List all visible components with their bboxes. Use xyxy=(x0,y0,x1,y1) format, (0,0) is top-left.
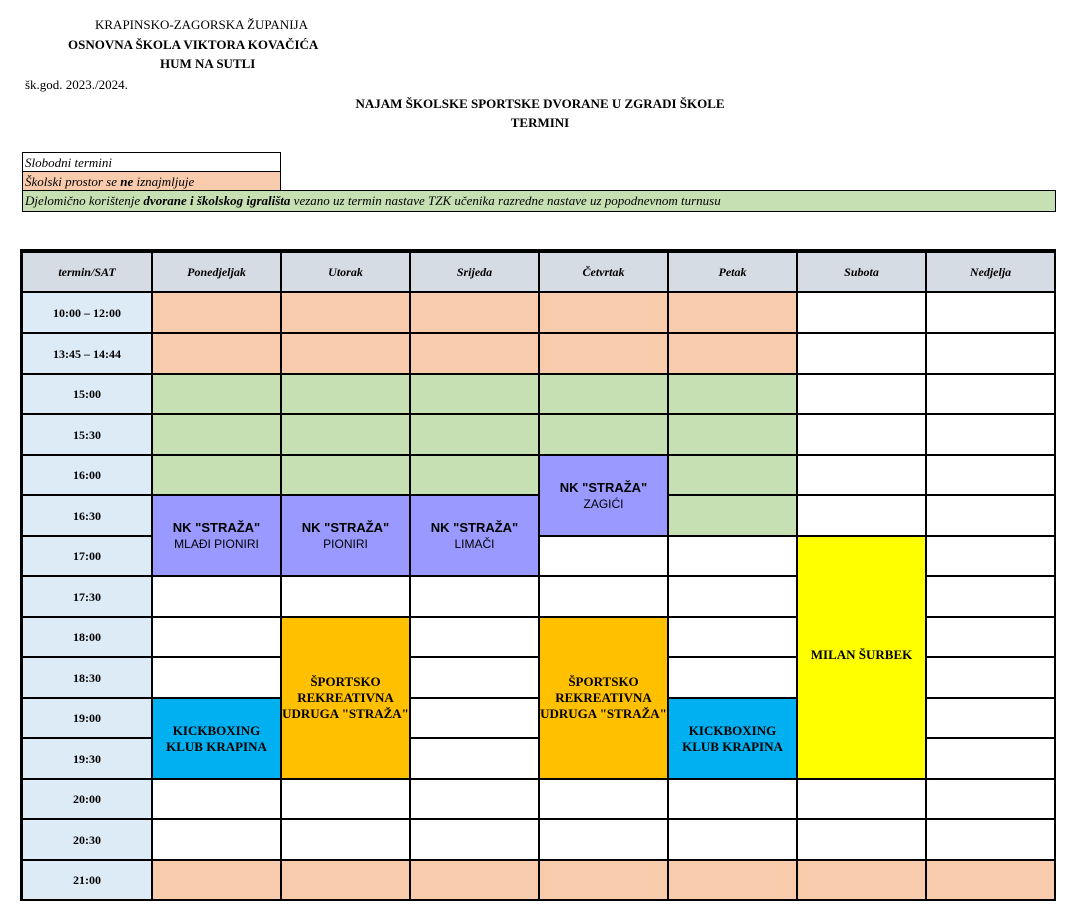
slot-free xyxy=(927,496,1054,535)
slot-free xyxy=(540,780,667,818)
slot-free xyxy=(411,780,538,818)
time-label: 13:45 – 14:44 xyxy=(53,346,121,361)
day-header xyxy=(669,253,796,291)
booking-name: KICKBOXING KLUB KRAPINA xyxy=(166,722,267,754)
time-cell xyxy=(23,658,151,697)
slot-not-rented xyxy=(411,293,538,332)
day-header xyxy=(927,253,1054,291)
slot-partial-use xyxy=(282,456,409,494)
header-county: KRAPINSKO-ZAGORSKA ŽUPANIJA xyxy=(95,17,308,32)
slot-free xyxy=(669,618,796,656)
slot-not-rented xyxy=(153,293,280,332)
slot-not-rented xyxy=(540,293,667,332)
slot-free xyxy=(411,820,538,859)
time-cell xyxy=(23,618,151,656)
slot-not-rented xyxy=(282,334,409,373)
slot-free xyxy=(411,577,538,616)
booking-sportsko-udruga xyxy=(540,618,667,778)
slot-free xyxy=(411,618,538,656)
slot-partial-use xyxy=(282,375,409,413)
legend-not-rented xyxy=(22,171,281,191)
slot-partial-use xyxy=(282,415,409,454)
slot-not-rented xyxy=(153,861,280,899)
slot-free xyxy=(669,658,796,697)
slot-free xyxy=(927,537,1054,575)
legend-free xyxy=(22,152,281,172)
time-label: 18:30 xyxy=(73,670,101,685)
time-cell xyxy=(23,334,151,373)
day-header xyxy=(153,253,280,291)
slot-not-rented xyxy=(540,861,667,899)
time-cell xyxy=(23,699,151,737)
slot-free xyxy=(927,293,1054,332)
legend-free-text: Slobodni termini xyxy=(25,155,113,170)
slot-partial-use xyxy=(540,415,667,454)
slot-free xyxy=(153,820,280,859)
school-year: šk.god. 2023./2024. xyxy=(25,77,128,92)
time-label: 15:00 xyxy=(73,387,101,401)
legend-not-rented-text-b: ne xyxy=(120,174,134,189)
slot-not-rented xyxy=(411,334,538,373)
slot-free xyxy=(411,699,538,737)
slot-partial-use xyxy=(669,496,796,535)
slot-partial-use xyxy=(411,415,538,454)
booking-name: KICKBOXING KLUB KRAPINA xyxy=(682,722,783,754)
time-label: 18:00 xyxy=(73,630,101,644)
time-label: 16:30 xyxy=(73,508,101,523)
booking-name: ŠPORTSKO REKREATIVNA UDRUGA "STRAŽA" xyxy=(282,674,409,721)
slot-free xyxy=(282,820,409,859)
slot-free xyxy=(669,780,796,818)
slot-not-rented xyxy=(282,293,409,332)
booking-group-name: PIONIRI xyxy=(323,536,368,551)
time-label: 20:30 xyxy=(73,832,101,847)
slot-free xyxy=(798,780,925,818)
time-cell xyxy=(23,496,151,535)
day-header xyxy=(282,253,409,291)
slot-not-rented xyxy=(282,861,409,899)
booking-name: ŠPORTSKO REKREATIVNA UDRUGA "STRAŽA" xyxy=(540,674,667,721)
time-cell xyxy=(23,820,151,859)
time-cell xyxy=(23,537,151,575)
slot-free xyxy=(927,658,1054,697)
slot-free xyxy=(540,537,667,575)
slot-free xyxy=(540,577,667,616)
slot-free xyxy=(153,780,280,818)
header-town: HUM NA SUTLI xyxy=(160,56,256,71)
slot-not-rented xyxy=(669,861,796,899)
slot-free xyxy=(798,293,925,332)
booking-club-name: NK "STRAŽA" xyxy=(430,519,519,535)
slot-free xyxy=(927,577,1054,616)
day-label: Subota xyxy=(844,265,879,279)
time-cell xyxy=(23,577,151,616)
legend-partial-text-b: dvorane i školskog igrališta xyxy=(143,193,291,208)
slot-not-rented xyxy=(669,293,796,332)
slot-free xyxy=(798,415,925,454)
slot-free xyxy=(927,415,1054,454)
page-subtitle: TERMINI xyxy=(510,115,570,130)
slot-free xyxy=(282,780,409,818)
slot-not-rented xyxy=(153,334,280,373)
time-cell xyxy=(23,780,151,818)
slot-partial-use xyxy=(411,456,538,494)
time-label: 17:30 xyxy=(73,589,101,604)
header-corner xyxy=(23,253,151,291)
booking-nk-straza xyxy=(540,456,667,535)
booking-club-name: NK "STRAŽA" xyxy=(559,479,648,495)
day-label: Ponedjeljak xyxy=(187,265,246,279)
time-label: 21:00 xyxy=(73,873,101,887)
slot-free xyxy=(927,334,1054,373)
slot-free xyxy=(798,334,925,373)
slot-free xyxy=(540,820,667,859)
slot-free xyxy=(798,375,925,413)
slot-partial-use xyxy=(153,375,280,413)
legend-partial-text-a: Djelomično korištenje xyxy=(25,193,144,208)
day-header xyxy=(798,253,925,291)
slot-free xyxy=(927,739,1054,778)
slot-free xyxy=(798,496,925,535)
time-cell xyxy=(23,861,151,899)
day-header xyxy=(540,253,667,291)
slot-free xyxy=(927,780,1054,818)
time-cell xyxy=(23,415,151,454)
time-cell xyxy=(23,375,151,413)
slot-free xyxy=(411,658,538,697)
slot-free xyxy=(927,456,1054,494)
booking-club-name: NK "STRAŽA" xyxy=(301,519,390,535)
slot-not-rented xyxy=(669,334,796,373)
legend-partial-use xyxy=(22,190,1056,212)
slot-free xyxy=(282,577,409,616)
slot-not-rented xyxy=(411,861,538,899)
slot-free xyxy=(798,820,925,859)
day-label: Četvrtak xyxy=(582,265,625,279)
booking-name: MILAN ŠURBEK xyxy=(810,647,913,662)
booking-nk-straza xyxy=(411,496,538,575)
day-label: Utorak xyxy=(328,265,363,279)
slot-free xyxy=(927,375,1054,413)
day-header xyxy=(411,253,538,291)
time-label: 10:00 – 12:00 xyxy=(53,305,121,320)
booking-club-name: NK "STRAŽA" xyxy=(172,519,261,535)
slot-free xyxy=(153,577,280,616)
slot-partial-use xyxy=(540,375,667,413)
slot-not-rented xyxy=(927,861,1054,899)
booking-kickboxing xyxy=(669,699,796,778)
day-label: Petak xyxy=(718,265,747,279)
slot-not-rented xyxy=(798,861,925,899)
slot-free xyxy=(927,618,1054,656)
time-label: 19:00 xyxy=(73,711,101,725)
time-label: 17:00 xyxy=(73,549,101,563)
legend-partial-text-c: vezano uz termin nastave TZK učenika razredne nastave uz popodnevnom turnusu xyxy=(290,193,721,208)
slot-not-rented xyxy=(540,334,667,373)
slot-partial-use xyxy=(411,375,538,413)
slot-partial-use xyxy=(153,456,280,494)
booking-group-name: ZAGIĆI xyxy=(583,496,624,511)
legend-not-rented-text-a: Školski prostor se xyxy=(25,174,121,189)
schedule-table xyxy=(20,249,1056,901)
time-cell xyxy=(23,456,151,494)
slot-free xyxy=(798,456,925,494)
slot-free xyxy=(153,658,280,697)
booking-sportsko-udruga xyxy=(282,618,409,778)
slot-free xyxy=(927,699,1054,737)
time-label: 15:30 xyxy=(73,427,101,442)
time-label: 19:30 xyxy=(73,751,101,766)
booking-group-name: MLAĐI PIONIRI xyxy=(174,536,259,551)
time-cell xyxy=(23,293,151,332)
page-title: NAJAM ŠKOLSKE SPORTSKE DVORANE U ZGRADI ŠKOLE xyxy=(355,96,725,111)
slot-free xyxy=(411,739,538,778)
booking-nk-straza xyxy=(282,496,409,575)
day-label: Nedjelja xyxy=(969,265,1012,279)
slot-free xyxy=(153,618,280,656)
corner-label: termin/SAT xyxy=(58,265,116,279)
day-label: Srijeda xyxy=(456,265,493,279)
slot-free xyxy=(669,820,796,859)
slot-partial-use xyxy=(153,415,280,454)
slot-partial-use xyxy=(669,375,796,413)
slot-free xyxy=(669,537,796,575)
slot-free xyxy=(669,577,796,616)
slot-free xyxy=(927,820,1054,859)
slot-partial-use xyxy=(669,456,796,494)
time-cell xyxy=(23,739,151,778)
slot-partial-use xyxy=(669,415,796,454)
booking-group-name: LIMAČI xyxy=(454,536,495,551)
time-label: 20:00 xyxy=(73,792,101,806)
header-school: OSNOVNA ŠKOLA VIKTORA KOVAČIĆA xyxy=(68,37,319,52)
booking-milan-surbek xyxy=(798,537,925,778)
booking-nk-straza xyxy=(153,496,280,575)
legend-not-rented-text-c: iznajmljuje xyxy=(133,174,195,189)
booking-kickboxing xyxy=(153,699,280,778)
time-label: 16:00 xyxy=(73,468,101,482)
